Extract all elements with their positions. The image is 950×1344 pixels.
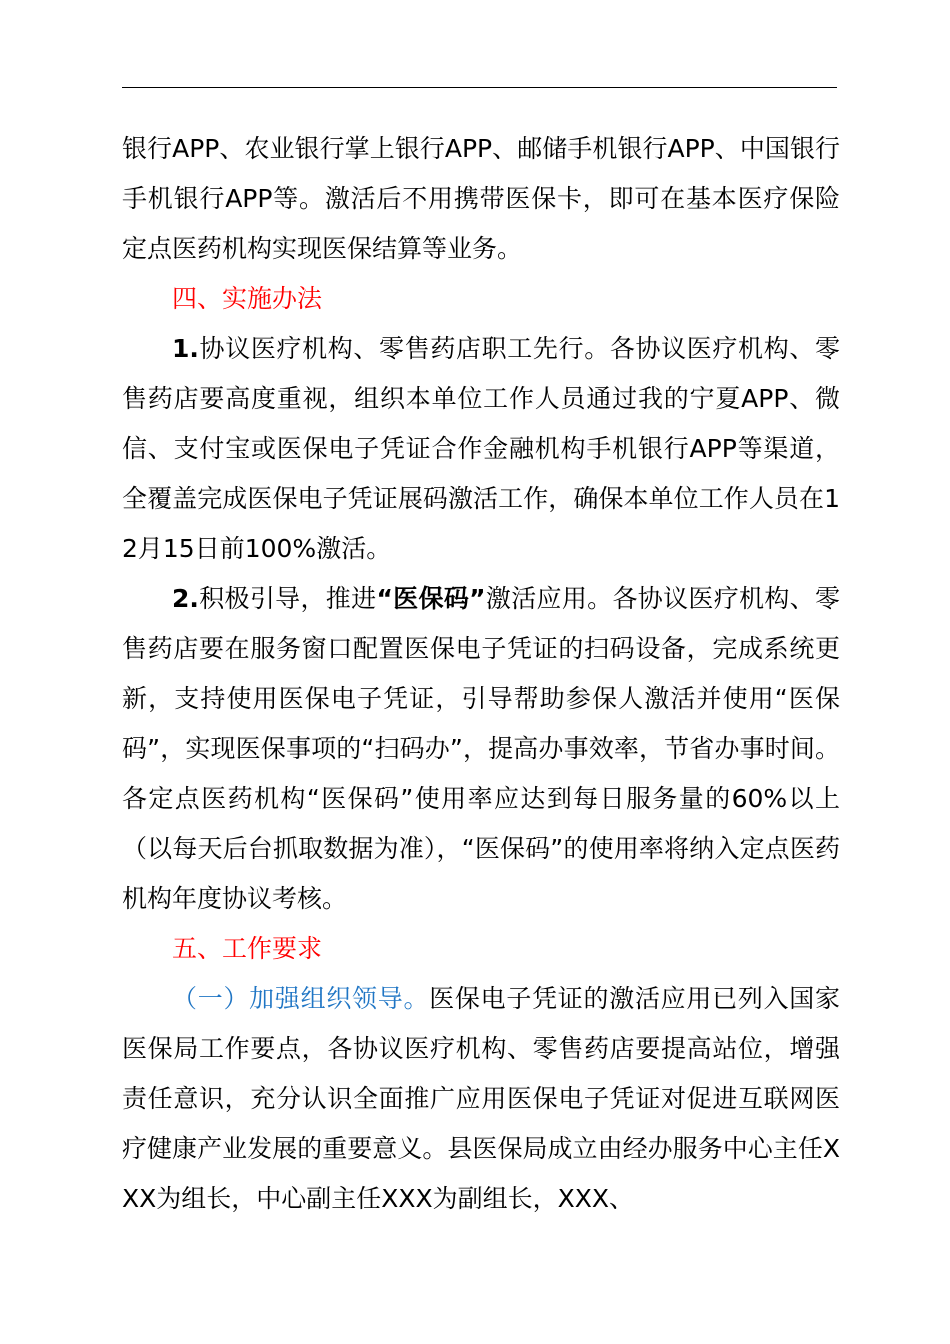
heading-text: 四、实施办法 (172, 284, 323, 313)
item-text: 积极引导，推进 (198, 584, 377, 613)
sub-item-text: 医保电子凭证的激活应用已列入国家医保局工作要点，各协议医疗机构、零售药店要提高站位，增强责任意识，充分认识全面推广应用医保电子凭证对促进互联网医疗健康产业发展的重要意义。县医保局成立由经办服务中心主任XXX为组长，中心副主任XXX为副组长，XXX、 (122, 984, 840, 1213)
item-number: 2. (172, 584, 199, 613)
item-text: 协议医疗机构、零售药店职工先行。各协议医疗机构、零售药店要高度重视，组织本单位工作人员通过我的宁夏APP、微信、支付宝或医保电子凭证合作金融机构手机银行APP等渠道，全覆盖完成医保电子凭证展码激活工作，确保本单位工作人员在12月15日前100%激活。 (122, 334, 840, 563)
paragraph-text: 银行APP、农业银行掌上银行APP、邮储手机银行APP、中国银行手机银行APP等。激活后不用携带医保卡，即可在基本医疗保险定点医药机构实现医保结算等业务。 (122, 134, 840, 263)
sub-item-1 (122, 974, 840, 1224)
item-text-continued: 激活应用。各协议医疗机构、零售药店要在服务窗口配置医保电子凭证的扫码设备，完成系统更新，支持使用医保电子凭证，引导帮助参保人激活并使用“医保码”，实现医保事项的“扫码办”，提高办事效率，节省办事时间。各定点医药机构“医保码”使用率应达到每日服务量的60%以上（以每天后台抓取数据为准），“医保码”的使用率将纳入定点医药机构年度协议考核。 (122, 584, 840, 913)
section-heading-implementation (122, 274, 840, 324)
item-bold-quote: “医保码” (376, 584, 486, 613)
sub-item-lead: （一）加强组织领导。 (172, 984, 430, 1013)
list-item-1 (122, 324, 840, 574)
heading-text: 五、工作要求 (172, 934, 323, 963)
document-body (122, 124, 840, 1224)
paragraph-continuation (122, 124, 840, 274)
section-heading-requirements (122, 924, 840, 974)
header-rule (122, 87, 837, 88)
item-number: 1. (172, 334, 199, 363)
list-item-2 (122, 574, 840, 924)
